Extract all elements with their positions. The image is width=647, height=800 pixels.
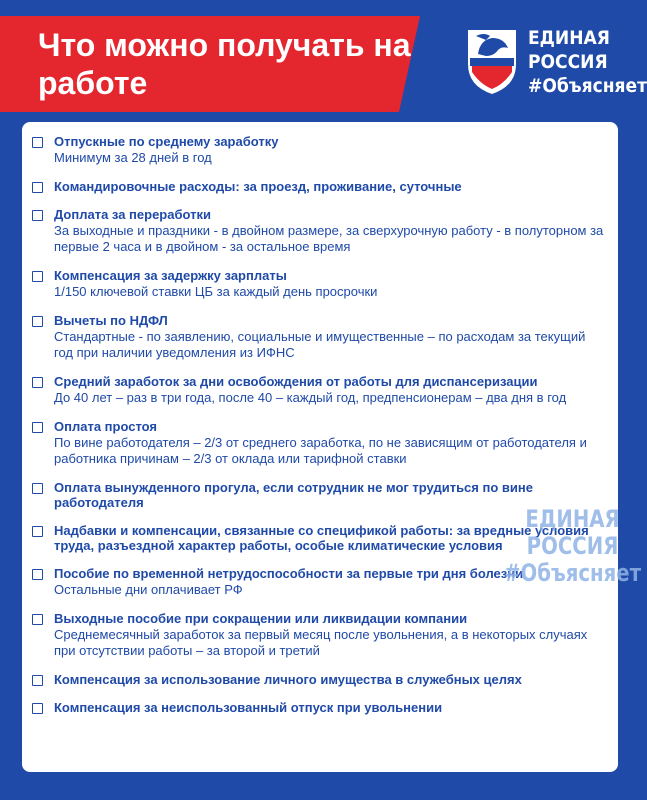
list-item [22,179,618,194]
watermark-logo [504,506,641,587]
checkbox-icon[interactable] [32,210,43,221]
list-item [22,374,618,406]
item-description: 1/150 ключевой ставки ЦБ за каждый день просрочки [54,284,378,299]
checkbox-icon[interactable] [32,569,43,580]
bear-shield-icon [464,26,520,96]
checkbox-icon[interactable] [32,675,43,686]
checkbox-icon[interactable] [32,614,43,625]
checkbox-icon[interactable] [32,271,43,282]
checkbox-icon[interactable] [32,377,43,388]
item-title: Компенсация за задержку зарплаты [54,268,287,283]
logo-text [528,26,647,98]
item-description: По вине работодателя – 2/3 от среднего заработка, по не зависящим от работодателя и работника причинам – 2/3 от оклада или тарифной ставки [54,435,587,466]
item-title: Отпускные по среднему заработку [54,134,279,149]
item-description: До 40 лет – раз в три года, после 40 – каждый год, предпенсионерам – два дня в год [54,390,567,405]
checkbox-icon[interactable] [32,703,43,714]
item-title: Выходные пособие при сокращении или ликвидации компании [54,611,468,626]
list-item [22,419,618,467]
logo-line-1: ЕДИНАЯ [528,27,610,49]
logo-line-3: #Объясняет [528,75,647,97]
checkbox-icon[interactable] [32,316,43,327]
list-item [22,672,618,687]
page-title: Что можно получать на работе [38,27,411,101]
item-title: Компенсация за использование личного имущества в служебных целях [54,672,522,687]
party-logo [464,24,647,108]
item-title: Средний заработок за дни освобождения от работы для диспансеризации [54,374,538,389]
item-description: Стандартные - по заявлению, социальные и имущественные – по расходам за текущий год при наличии уведомления из ИФНС [54,329,586,360]
list-item [22,611,618,659]
item-title: Надбавки и компенсации, связанные со спецификой работы: за вредные условия труда, разъездной характер работы, особые климатические условия [54,523,589,553]
checkbox-icon[interactable] [32,137,43,148]
checkbox-icon[interactable] [32,182,43,193]
watermark-line-3: #Объясняет [504,559,642,587]
list-item [22,207,618,255]
item-description: Среднемесячный заработок за первый месяц после увольнения, а в некоторых случаях при отсутствии работы – за второй и третий [54,627,588,658]
list-item [22,313,618,361]
list-item [22,134,618,166]
watermark-line-1: ЕДИНАЯ [525,505,620,533]
benefits-card [22,122,642,772]
item-title: Командировочные расходы: за проезд, проживание, суточные [54,179,462,194]
benefits-list [22,122,618,715]
list-item [22,700,618,715]
item-description: За выходные и праздники - в двойном размере, за сверхурочную работу - в полуторном за первые 2 часа и в двойном - за остальное время [54,223,604,254]
item-title: Пособие по временной нетрудоспособности за первые три дня болезни [54,566,524,581]
item-title: Вычеты по НДФЛ [54,313,168,328]
item-description: Остальные дни оплачивает РФ [54,582,243,597]
watermark-line-2: РОССИЯ [526,532,619,560]
checkbox-icon[interactable] [32,422,43,433]
item-title: Компенсация за неиспользованный отпуск при увольнении [54,700,443,715]
item-title: Оплата простоя [54,419,158,434]
checkbox-icon[interactable] [32,526,43,537]
checkbox-icon[interactable] [32,483,43,494]
item-description: Минимум за 28 дней в год [54,150,212,165]
logo-line-2: РОССИЯ [528,51,608,73]
item-title: Доплата за переработки [54,207,211,222]
item-title: Оплата вынужденного прогула, если сотрудник не мог трудиться по вине работодателя [54,480,533,510]
list-item [22,268,618,300]
